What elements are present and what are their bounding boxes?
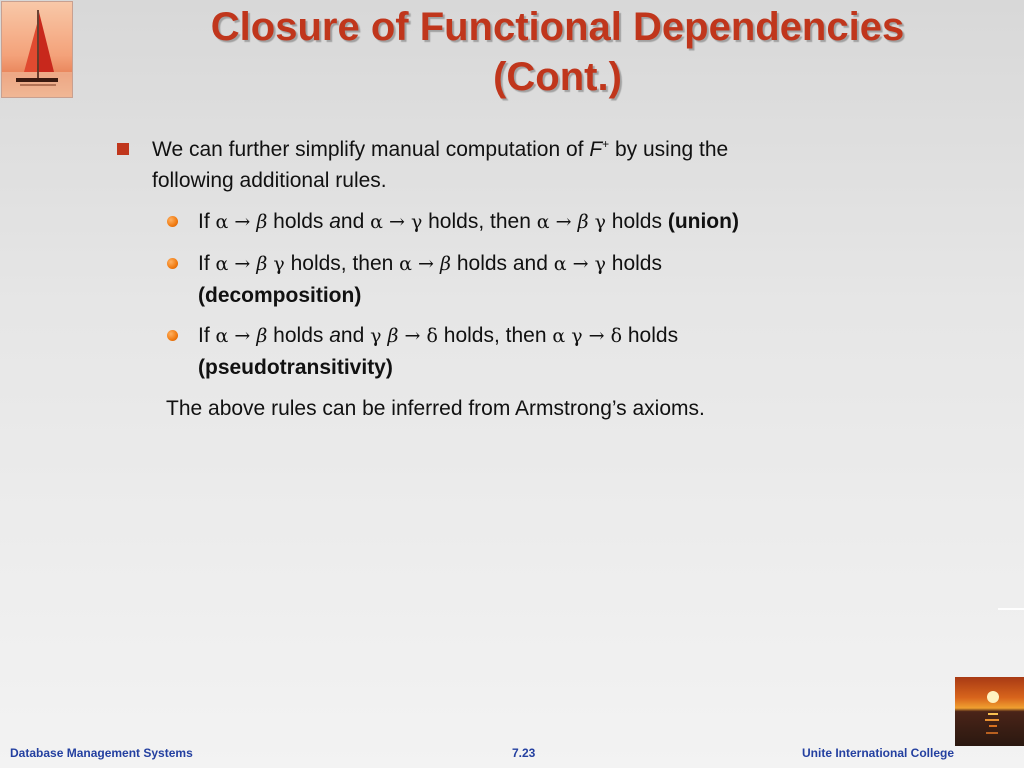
- rule-text: holds: [605, 252, 662, 275]
- rule-beta: β: [256, 211, 268, 233]
- orange-dot-bullet-icon: [167, 330, 178, 341]
- rule-text: holds, then: [437, 324, 553, 347]
- rule-pseudotransitivity: [198, 320, 838, 383]
- rule-text: If: [198, 324, 216, 347]
- rule-symbols: α →: [399, 253, 441, 275]
- rule-symbols: α →: [215, 325, 257, 347]
- rule-text: holds, then: [422, 210, 537, 233]
- orange-dot-bullet-icon: [167, 216, 178, 227]
- rule-text: holds, then: [284, 252, 400, 275]
- rule-symbols: α →: [215, 211, 257, 233]
- rule-symbols: α γ → δ: [552, 325, 623, 347]
- rule-symbols: α → γ: [553, 253, 606, 275]
- title-line-1: Closure of Functional Dependencies: [210, 5, 905, 49]
- rule-beta: β: [440, 253, 451, 275]
- rule-symbols: α →: [536, 211, 578, 233]
- slide-title: [90, 2, 1024, 102]
- footer-page-number: 7.23: [512, 746, 536, 760]
- rule-name-pseudotransitivity: (pseudotransitivity): [198, 356, 393, 379]
- rule-beta: β: [256, 253, 268, 275]
- rule-symbols: → δ: [398, 325, 438, 347]
- footer-course: Database Management Systems: [10, 746, 193, 760]
- rule-text: If: [198, 252, 216, 275]
- rule-symbols: γ: [267, 253, 285, 275]
- rule-text: nd: [340, 324, 371, 347]
- intro-f-symbol: F: [589, 138, 603, 161]
- rule-text: holds: [267, 210, 330, 233]
- intro-text-end: by using the: [609, 138, 729, 161]
- rule-text: If: [198, 210, 216, 233]
- intro-plus-superscript: +: [602, 137, 610, 151]
- decorative-line: [998, 608, 1024, 610]
- rule-text: holds and: [451, 252, 554, 275]
- title-line-2: (Cont.): [493, 55, 622, 99]
- rule-text: a: [329, 324, 341, 347]
- rule-text: holds: [622, 324, 679, 347]
- rule-union: [198, 206, 898, 238]
- rule-beta: β: [577, 211, 589, 233]
- rule-text: a: [329, 210, 341, 233]
- rule-text: nd: [340, 210, 371, 233]
- rule-symbols: α →: [215, 253, 257, 275]
- rule-symbols: γ: [370, 325, 388, 347]
- orange-dot-bullet-icon: [167, 258, 178, 269]
- rule-beta: β: [256, 325, 268, 347]
- rule-symbols: α → γ: [370, 211, 423, 233]
- rule-name-union: (union): [667, 210, 739, 233]
- rule-text: holds: [605, 210, 668, 233]
- sailboat-logo: [1, 1, 73, 98]
- square-bullet-icon: [117, 143, 129, 155]
- sunset-logo: [955, 677, 1024, 746]
- intro-text-start: We can further simplify manual computation of: [152, 138, 590, 161]
- footer-institution: Unite International College: [802, 746, 955, 760]
- rule-decomposition: [198, 248, 838, 311]
- conclusion-text: The above rules can be inferred from Armstrong’s axioms.: [166, 397, 705, 420]
- rule-beta: β: [387, 325, 399, 347]
- rule-symbols: γ: [588, 211, 606, 233]
- rule-text: holds: [267, 324, 330, 347]
- rule-name-decomposition: (decomposition): [198, 284, 362, 307]
- intro-paragraph: [152, 134, 872, 196]
- intro-text-line2: following additional rules.: [152, 169, 387, 192]
